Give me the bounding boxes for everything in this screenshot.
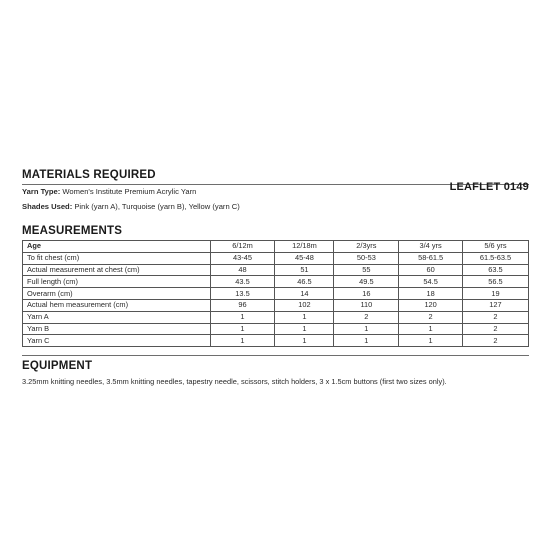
table-cell: 45-48 xyxy=(275,252,334,264)
table-row xyxy=(23,335,529,347)
row-label: Yarn B xyxy=(23,323,211,335)
yarn-type-line xyxy=(22,187,196,196)
table-cell: 46.5 xyxy=(275,276,334,288)
row-label: Yarn C xyxy=(23,335,211,347)
leaflet-number: LEAFLET 0149 xyxy=(449,181,529,193)
table-cell: 13.5 xyxy=(210,288,275,300)
table-cell: 1 xyxy=(210,323,275,335)
equipment-heading: EQUIPMENT xyxy=(22,360,93,372)
table-cell: 1 xyxy=(210,335,275,347)
table-row xyxy=(23,288,529,300)
table-row xyxy=(23,323,529,335)
table-cell: 58-61.5 xyxy=(399,252,463,264)
table-cell: 2 xyxy=(334,311,399,323)
yarn-type-label: Yarn Type: xyxy=(22,187,61,196)
table-cell: 1 xyxy=(399,335,463,347)
measurements-table xyxy=(22,240,529,347)
table-cell: 1 xyxy=(334,335,399,347)
table-cell: 60 xyxy=(399,264,463,276)
column-header: 2/3yrs xyxy=(334,241,399,253)
column-header: 5/6 yrs xyxy=(462,241,528,253)
column-header: 6/12m xyxy=(210,241,275,253)
table-cell: 50-53 xyxy=(334,252,399,264)
table-cell: 1 xyxy=(334,323,399,335)
shades-value: Pink (yarn A), Turquoise (yarn B), Yellow (yarn C) xyxy=(74,202,240,211)
table-cell: 96 xyxy=(210,299,275,311)
table-cell: 51 xyxy=(275,264,334,276)
table-cell: 63.5 xyxy=(462,264,528,276)
table-cell: 14 xyxy=(275,288,334,300)
shades-line xyxy=(22,202,240,211)
table-cell: 43-45 xyxy=(210,252,275,264)
column-header: 3/4 yrs xyxy=(399,241,463,253)
row-label: Actual hem measurement (cm) xyxy=(23,299,211,311)
table-cell: 2 xyxy=(462,335,528,347)
table-cell: 102 xyxy=(275,299,334,311)
table-row xyxy=(23,276,529,288)
table-cell: 54.5 xyxy=(399,276,463,288)
column-header: 12/18m xyxy=(275,241,334,253)
equipment-list: 3.25mm knitting needles, 3.5mm knitting needles, tapestry needle, scissors, stitch holders, 3 x 1.5cm buttons (first two sizes only). xyxy=(22,377,447,386)
materials-heading: MATERIALS REQUIRED xyxy=(22,169,156,181)
row-label: Yarn A xyxy=(23,311,211,323)
measurements-heading: MEASUREMENTS xyxy=(22,225,123,237)
table-cell: 127 xyxy=(462,299,528,311)
row-label: Overarm (cm) xyxy=(23,288,211,300)
table-cell: 49.5 xyxy=(334,276,399,288)
table-cell: 18 xyxy=(399,288,463,300)
row-label: Actual measurement at chest (cm) xyxy=(23,264,211,276)
table-cell: 1 xyxy=(399,323,463,335)
table-cell: 2 xyxy=(462,323,528,335)
table-row xyxy=(23,311,529,323)
table-cell: 1 xyxy=(275,323,334,335)
shades-label: Shades Used: xyxy=(22,202,73,211)
table-cell: 56.5 xyxy=(462,276,528,288)
table-cell: 110 xyxy=(334,299,399,311)
yarn-type-value: Women's Institute Premium Acrylic Yarn xyxy=(62,187,197,196)
table-cell: 61.5-63.5 xyxy=(462,252,528,264)
table-cell: 1 xyxy=(275,335,334,347)
table-cell: 55 xyxy=(334,264,399,276)
table-cell: 2 xyxy=(399,311,463,323)
table-cell: 48 xyxy=(210,264,275,276)
table-cell: 1 xyxy=(210,311,275,323)
table-row xyxy=(23,264,529,276)
equipment-divider xyxy=(22,355,529,356)
table-cell: 120 xyxy=(399,299,463,311)
row-label: Full length (cm) xyxy=(23,276,211,288)
table-row xyxy=(23,252,529,264)
row-label: To fit chest (cm) xyxy=(23,252,211,264)
table-cell: 19 xyxy=(462,288,528,300)
age-header: Age xyxy=(23,241,211,253)
table-header-row xyxy=(23,241,529,253)
table-row xyxy=(23,299,529,311)
table-cell: 2 xyxy=(462,311,528,323)
table-cell: 16 xyxy=(334,288,399,300)
table-cell: 43.5 xyxy=(210,276,275,288)
table-cell: 1 xyxy=(275,311,334,323)
